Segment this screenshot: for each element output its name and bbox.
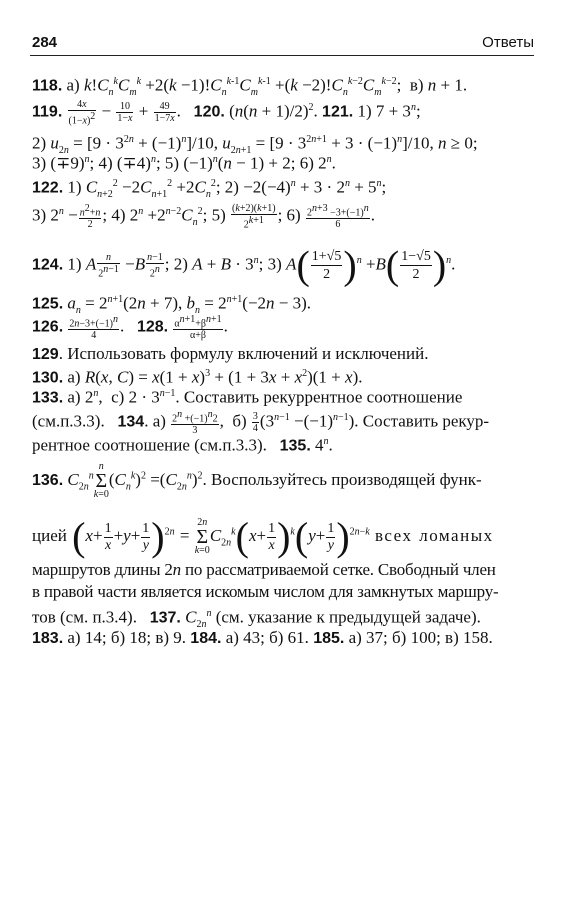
answer-134: (см.п.3.3). 134. а) $\frac{2^n +(-1)^n2}{3}$ , б) $\frac{3}{4}$ $(3^{n-1} -(-1)^{n-1})$. Составить рекур- [32,409,490,437]
answer-119: 119. $\frac{4x}{(1-x)^2}$ − $\frac{10}{1-x}$ + $\frac{49}{1-7x}$ . 120. $(n(n + 1)/2)^2$. 121. 1) $7 + 3^n$; [32,99,421,127]
answer-136-formula: цией (x+ $\frac{1}{x}$ +y+ $\frac{1}{y}$ )$^{2n}$ = 2n Σ $k=0C_{2n}^k(x+$ $\frac{1}{x}$ )$^k$(y+ $\frac{1}{y}$ )$^{2n-k}$ всех ломаных [32,514,494,559]
answer-136-cont2: в правой части является искомым числом для замкнутых маршру- [32,582,499,601]
answer-130: 130. а) R(x, $C) = x(1 + x)^3 + (1 + 3x + x^2)(1 + x)$. [32,367,363,387]
answer-133: 133. а) 2$^n$, с) $2 \cdot 3^{n-1}$. Составить рекуррентное соотношение [32,387,463,407]
header-rule [30,55,534,56]
answer-136: 136. $C_{2n}^nn$ Σ $k=0(C_n^k)^2 =(C_{2n}^n)^2$. Воспользуйтесь производящей функ- [32,461,482,500]
answer-129: 129. Использовать формулу включений и исключений. [32,344,429,363]
answer-124: 124. 1) A $\frac{n}{2^{n-1}}$ −B $\frac{n-1}{2^n}$ ; 2) $A + B \cdot 3^n$; 3) A( $\frac{1+√5}{2}$ )$^n$ +B( $\frac{1-√5}{2}$ )$^n$. [32,242,456,288]
answer-125: 125. $a_n = 2^{n+1}(2n + 7)$, $b_n = 2^{n+1}(-2n - 3)$. [32,293,312,317]
answer-121-cont: 2) $u_{2n} = [9 \cdot 3^{2n} + (-1)^n]/10$, $u_{2n+1} = [9 \cdot 3^{2n+1} + 3 \cdot (-1)^n]/10$, n ≥ 0; [32,133,478,157]
answer-183-185: 183. а) 14; б) 18; в) 9. 184. а) 43; б) 61. 185. а) 37; б) 100; в) 158. [32,628,493,647]
answer-121-cont2: 3) $(\mp 9)^n$; 4) $(\mp 4)^n$; 5) $(-1)^n(n - 1) + 2$; 6) 2$^n$. [32,153,336,173]
answer-122-cont: 3) $2^n$ − $\frac{n^2+n}{2}$ ; 4) $2^n +2^{n-2}C_n^2$; 5) $\frac{(k+2)(k+1)}{2^{k+1}}$ ; 6) $\frac{2^{n+3} -3+(-1)^n}{6}$ . [32,203,375,231]
page-number: 284 [32,34,58,51]
answer-118: 118. а) $k!C_n^kC_m^k +2(k -1)!C_n^{k-1}C_m^{k-1} +(k -2)!C_n^{k-2}C_m^{k-2}$; в) n + 1. [32,75,468,99]
answer-134-cont: рентное соотношение (см.п.3.3). 135. 4$^n$. [32,435,333,455]
answer-122: 122. 1) $C_{n+2}^2 -2C_{n+1}^2 +2C_n^2$; $2) -2(-4)^n + 3 \cdot 2^n + 5^n$; [32,177,387,201]
answer-137: тов (см. п.3.4). 137. $C_{2n}^n$ (см. указание к предыдущей задаче). [32,607,481,631]
section-title: Ответы [482,34,534,51]
answer-136-cont1: маршрутов длины 2n по рассматриваемой сетке. Свободный член [32,560,496,579]
answer-126-128: 126. $\frac{2n-3+(-1)^n}{4}$ . 128. $\frac{\alpha^{n+1}+\beta^{n+1}}{\alpha+\beta}$ . [32,314,228,342]
